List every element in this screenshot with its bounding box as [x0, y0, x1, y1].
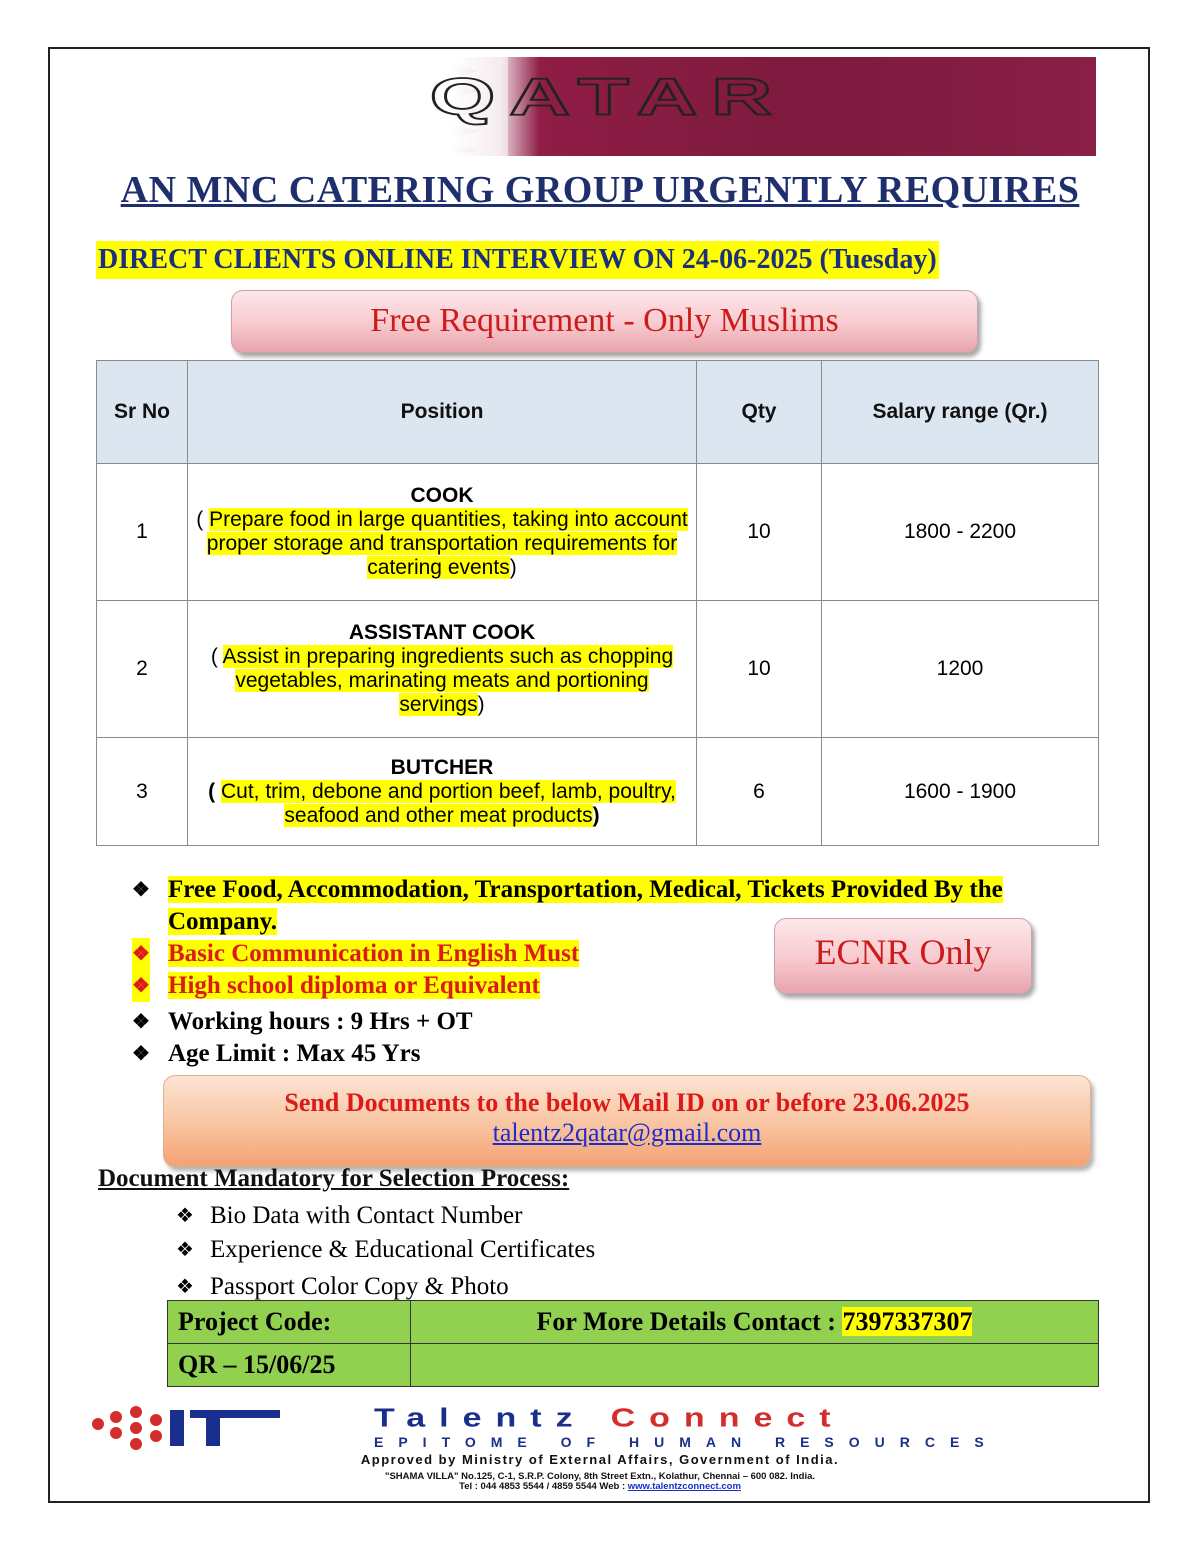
row-position — [188, 464, 697, 601]
table-row — [97, 601, 1099, 738]
benefit-text: Working hours : 9 Hrs + OT — [168, 1008, 473, 1035]
ecnr-badge: ECNR Only — [774, 918, 1032, 994]
row-position — [188, 738, 697, 846]
diamond-bullet-icon: ❖ — [132, 1011, 150, 1033]
phone-number[interactable]: 7397337307 — [842, 1307, 973, 1336]
list-item — [132, 1038, 1102, 1070]
address-line: "SHAMA VILLA" No.125, C-1, S.R.P. Colony, 8th Street Extn., Kolathur, Chennai – 600 082. India. — [384, 1471, 816, 1482]
logo-wordmark — [374, 1404, 845, 1433]
list-item — [176, 1270, 595, 1304]
contact-label: For More Details Contact : — [536, 1307, 836, 1336]
qatar-banner — [120, 57, 1096, 156]
row-qty: 10 — [697, 601, 822, 738]
website-link[interactable]: www.talentzconnect.com — [627, 1481, 741, 1492]
positions-table — [96, 360, 1099, 846]
row-sr-no: 3 — [97, 738, 188, 846]
position-desc-text: Cut, trim, debone and portion beef, lamb, poultry, seafood and other meat products — [220, 779, 676, 827]
header-sr-no: Sr No — [97, 361, 188, 464]
table-row — [168, 1344, 1099, 1387]
document-text: Experience & Educational Certificates — [210, 1236, 596, 1263]
row-position — [188, 601, 697, 738]
contact-line — [0, 1482, 1200, 1492]
list-item — [132, 1006, 1102, 1038]
position-description: ( Cut, trim, debone and portion beef, lamb, poultry, seafood and other meat products) — [208, 779, 676, 827]
email-link[interactable]: talentz2qatar@gmail.com — [492, 1118, 762, 1147]
list-item — [176, 1233, 595, 1267]
diamond-bullet-icon: ❖ — [132, 1043, 150, 1065]
diamond-bullet-icon: ❖ — [176, 1276, 194, 1298]
header-qty: Qty — [697, 361, 822, 464]
logo-mark-icon — [86, 1404, 286, 1454]
contact-details — [411, 1301, 1099, 1344]
benefit-text: Age Limit : Max 45 Yrs — [168, 1040, 421, 1067]
row-sr-no: 1 — [97, 464, 188, 601]
logo-word-connect: Connect — [610, 1404, 845, 1433]
position-desc-text: Prepare food in large quantities, taking into account proper storage and transportation requirements for catering events — [206, 508, 688, 579]
row-sr-no: 2 — [97, 601, 188, 738]
document-text: Bio Data with Contact Number — [210, 1202, 523, 1229]
table-row — [97, 738, 1099, 846]
table-row — [97, 464, 1099, 601]
position-description: ( Prepare food in large quantities, taking into account proper storage and transportation requirements for catering events) — [196, 508, 688, 579]
page-headline: AN MNC CATERING GROUP URGENTLY REQUIRES — [120, 169, 1080, 211]
row-salary: 1600 - 1900 — [822, 738, 1099, 846]
row-qty: 10 — [697, 464, 822, 601]
diamond-bullet-icon: ❖ — [176, 1239, 194, 1261]
qatar-banner-title: QATAR — [429, 67, 787, 126]
position-desc-text: Assist in preparing ingredients such as chopping vegetables, marinating meats and portioning servings — [222, 645, 674, 716]
document-text: Passport Color Copy & Photo — [210, 1273, 509, 1300]
talentz-connect-logo — [86, 1404, 1116, 1454]
documents-list — [176, 1199, 595, 1304]
diamond-bullet-icon: ❖ — [132, 879, 150, 901]
send-documents-box — [163, 1075, 1091, 1167]
free-requirement-badge: Free Requirement - Only Muslims — [231, 290, 978, 353]
benefit-text: Free Food, Accommodation, Transportation, Medical, Tickets Provided By the Company. — [168, 876, 1003, 935]
logo-tagline: EPITOME OF HUMAN RESOURCES — [374, 1434, 999, 1450]
project-code-label: Project Code: — [168, 1301, 411, 1344]
send-documents-title: Send Documents to the below Mail ID on or before 23.06.2025 — [284, 1088, 970, 1117]
diamond-bullet-icon: ❖ — [176, 1205, 194, 1227]
diamond-bullet-icon: ❖ — [132, 938, 150, 970]
documents-heading: Document Mandatory for Selection Process: — [98, 1165, 570, 1192]
header-salary: Salary range (Qr.) — [822, 361, 1099, 464]
diamond-bullet-icon: ❖ — [132, 970, 150, 1002]
table-header-row — [97, 361, 1099, 464]
row-qty: 6 — [697, 738, 822, 846]
interview-date: DIRECT CLIENTS ONLINE INTERVIEW ON 24-06-2025 (Tuesday) — [96, 241, 939, 279]
header-position: Position — [188, 361, 697, 464]
contact-table — [167, 1300, 1099, 1387]
tel-text: Tel : 044 4853 5544 / 4859 5544 Web : — [459, 1481, 626, 1492]
project-code-value: QR – 15/06/25 — [168, 1344, 411, 1387]
table-row — [168, 1301, 1099, 1344]
benefit-text: High school diploma or Equivalent — [168, 972, 540, 999]
position-title: COOK — [410, 484, 474, 507]
list-item — [176, 1199, 595, 1233]
logo-word-talentz: Talentz — [374, 1404, 587, 1433]
company-address — [0, 1472, 1200, 1492]
row-salary: 1800 - 2200 — [822, 464, 1099, 601]
approval-line: Approved by Ministry of External Affairs, Government of India. — [360, 1452, 840, 1467]
position-description: ( Assist in preparing ingredients such as chopping vegetables, marinating meats and portioning servings) — [210, 645, 674, 716]
position-title: ASSISTANT COOK — [348, 621, 536, 644]
position-title: BUTCHER — [390, 755, 494, 779]
empty-cell — [411, 1344, 1099, 1387]
benefit-text: Basic Communication in English Must — [168, 940, 580, 967]
row-salary: 1200 — [822, 601, 1099, 738]
